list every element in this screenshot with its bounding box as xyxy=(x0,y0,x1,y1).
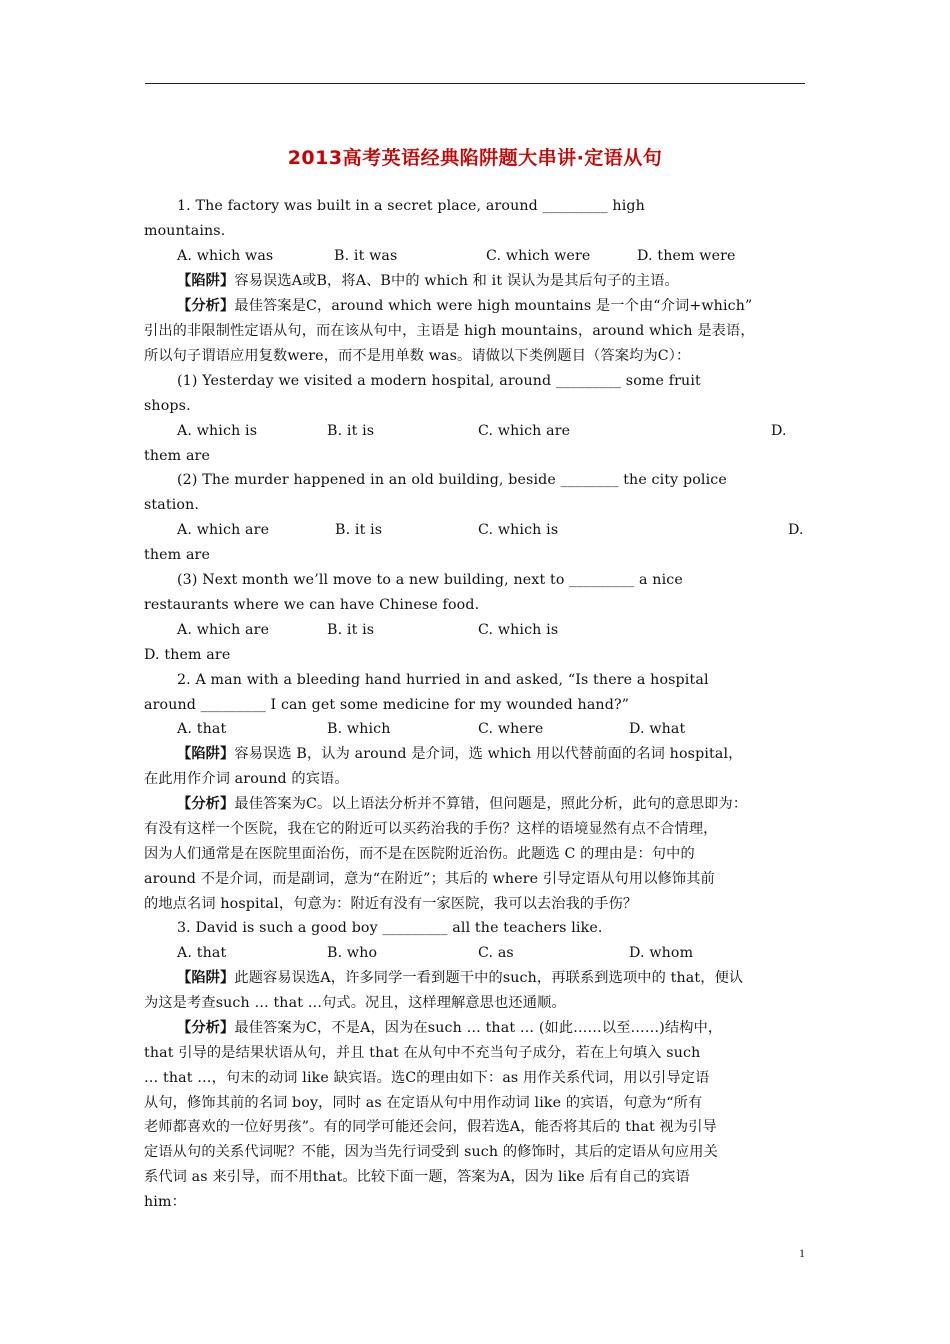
analysis-3-cont: 定语从句的关系代词呢？不能，因为当先行词受到 such 的修饰时，其后的定语从句应用关 xyxy=(144,1144,718,1160)
option-b: B. it is xyxy=(335,522,383,538)
trap-note-2 xyxy=(177,744,806,764)
option-a: A. which is xyxy=(177,423,258,439)
analysis-3-cont: that 引导的是结果状语从句，并且 that 在从句中不充当句子成分，若在上句填入 such xyxy=(144,1045,701,1061)
option-a: A. which are xyxy=(177,622,270,638)
analysis-text: 最佳答案是C，around which were high mountains 是一个由“介词+which” xyxy=(234,298,753,314)
option-a: A. that xyxy=(177,945,227,961)
trap-label: 【陷阱】 xyxy=(177,746,235,762)
analysis-1-cont: 所以句子谓语应用复数were，而不是用单数 was。请做以下类例题目（答案均为C）： xyxy=(144,348,691,364)
analysis-label: 【分析】 xyxy=(177,298,235,314)
option-b: B. which xyxy=(327,721,391,737)
analysis-1-cont: 引出的非限制性定语从句，而在该从句中，主语是 high mountains，around which 是表语， xyxy=(144,323,755,339)
q1-stem-cont: mountains. xyxy=(144,223,226,239)
sub3-option-d: D. them are xyxy=(144,647,231,663)
sub2-option-d-text: them are xyxy=(144,547,211,563)
trap-text: 此题容易误选A，许多同学一看到题干中的such，再联系到选项中的 that，便认 xyxy=(234,970,744,986)
trap-note-3 xyxy=(177,968,806,988)
header-rule xyxy=(145,83,805,84)
trap-note-1 xyxy=(177,271,806,291)
option-b: B. it was xyxy=(334,248,398,264)
trap-text: 容易误选 B，认为 around 是介词，选 which 用以代替前面的名词 hospital， xyxy=(234,746,743,762)
sub1-option-d-text: them are xyxy=(144,448,211,464)
option-b: B. it is xyxy=(327,423,375,439)
option-d: D. whom xyxy=(629,945,694,961)
analysis-3-cont: … that …，句末的动词 like 缺宾语。选C的理由如下：as 用作关系代词，用以引导定语 xyxy=(144,1070,710,1086)
analysis-label: 【分析】 xyxy=(177,1020,235,1036)
option-c: C. which are xyxy=(478,423,571,439)
analysis-2-cont: 有没有这样一个医院，我在它的附近可以买药治我的手伤？这样的语境显然有点不合情理， xyxy=(144,821,718,837)
option-a: A. that xyxy=(177,721,227,737)
option-c: C. as xyxy=(478,945,514,961)
option-c: C. which is xyxy=(478,522,559,538)
q3-stem: 3. David is such a good boy _________ all the teachers like. xyxy=(177,920,603,936)
trap-label: 【陷阱】 xyxy=(177,273,235,289)
page-title: 2013高考英语经典陷阱题大串讲·定语从句 xyxy=(287,147,663,169)
sub1-stem: (1) Yesterday we visited a modern hospital, around _________ some fruit xyxy=(177,373,701,389)
option-d: D. them were xyxy=(637,248,736,264)
option-c: C. where xyxy=(478,721,544,737)
analysis-3-cont: him： xyxy=(144,1194,186,1210)
trap-label: 【陷阱】 xyxy=(177,970,235,986)
analysis-3 xyxy=(177,1018,806,1038)
trap-note-3-cont: 为这是考查such … that …句式。况且，这样理解意思也还通顺。 xyxy=(144,995,566,1011)
analysis-2 xyxy=(177,794,806,814)
sub2-stem-cont: station. xyxy=(144,497,200,513)
option-d: D. xyxy=(771,423,787,439)
analysis-3-cont: 老师都喜欢的一位好男孩”。有的同学可能还会问，假若选A，能否将其后的 that 视为引导 xyxy=(144,1119,717,1135)
q2-stem: 2. A man with a bleeding hand hurried in and asked, “Is there a hospital xyxy=(177,672,709,688)
sub3-stem-cont: restaurants where we can have Chinese food. xyxy=(144,597,480,613)
sub2-stem: (2) The murder happened in an old building, beside ________ the city police xyxy=(177,472,727,488)
analysis-1 xyxy=(177,296,806,316)
trap-note-2-cont: 在此用作介词 around 的宾语。 xyxy=(144,771,349,787)
option-c: C. which were xyxy=(486,248,591,264)
option-a: A. which was xyxy=(177,248,274,264)
trap-text: 容易误选A或B，将A、B中的 which 和 it 误认为是其后句子的主语。 xyxy=(234,273,679,289)
analysis-text: 最佳答案为C，不是A，因为在such … that … (如此……以至……)结构中， xyxy=(234,1020,723,1036)
q1-stem: 1. The factory was built in a secret place, around _________ high xyxy=(177,198,645,214)
option-d: D. xyxy=(788,522,804,538)
analysis-label: 【分析】 xyxy=(177,796,235,812)
option-d: D. what xyxy=(629,721,686,737)
analysis-2-cont: around 不是介词，而是副词，意为“在附近”；其后的 where 引导定语从句用以修饰其前 xyxy=(144,871,715,887)
option-a: A. which are xyxy=(177,522,270,538)
analysis-2-cont: 的地点名词 hospital，句意为：附近有没有一家医院，我可以去治我的手伤？ xyxy=(144,896,638,912)
option-b: B. it is xyxy=(327,622,375,638)
sub1-stem-cont: shops. xyxy=(144,398,191,414)
sub3-stem: (3) Next month we’ll move to a new building, next to _________ a nice xyxy=(177,572,683,588)
q2-stem-cont: around _________ I can get some medicine for my wounded hand?” xyxy=(144,697,630,713)
option-c: C. which is xyxy=(478,622,559,638)
page-number: 1 xyxy=(799,1246,805,1260)
option-b: B. who xyxy=(327,945,378,961)
analysis-text: 最佳答案为C。以上语法分析并不算错，但问题是，照此分析，此句的意思即为： xyxy=(234,796,748,812)
analysis-3-cont: 系代词 as 来引导，而不用that。比较下面一题，答案为A，因为 like 后有自己的宾语 xyxy=(144,1169,690,1185)
analysis-2-cont: 因为人们通常是在医院里面治伤，而不是在医院附近治伤。此题选 C 的理由是：句中的 xyxy=(144,846,695,862)
analysis-3-cont: 从句，修饰其前的名词 boy，同时 as 在定语从句中用作动词 like 的宾语，句意为“所有 xyxy=(144,1095,703,1111)
